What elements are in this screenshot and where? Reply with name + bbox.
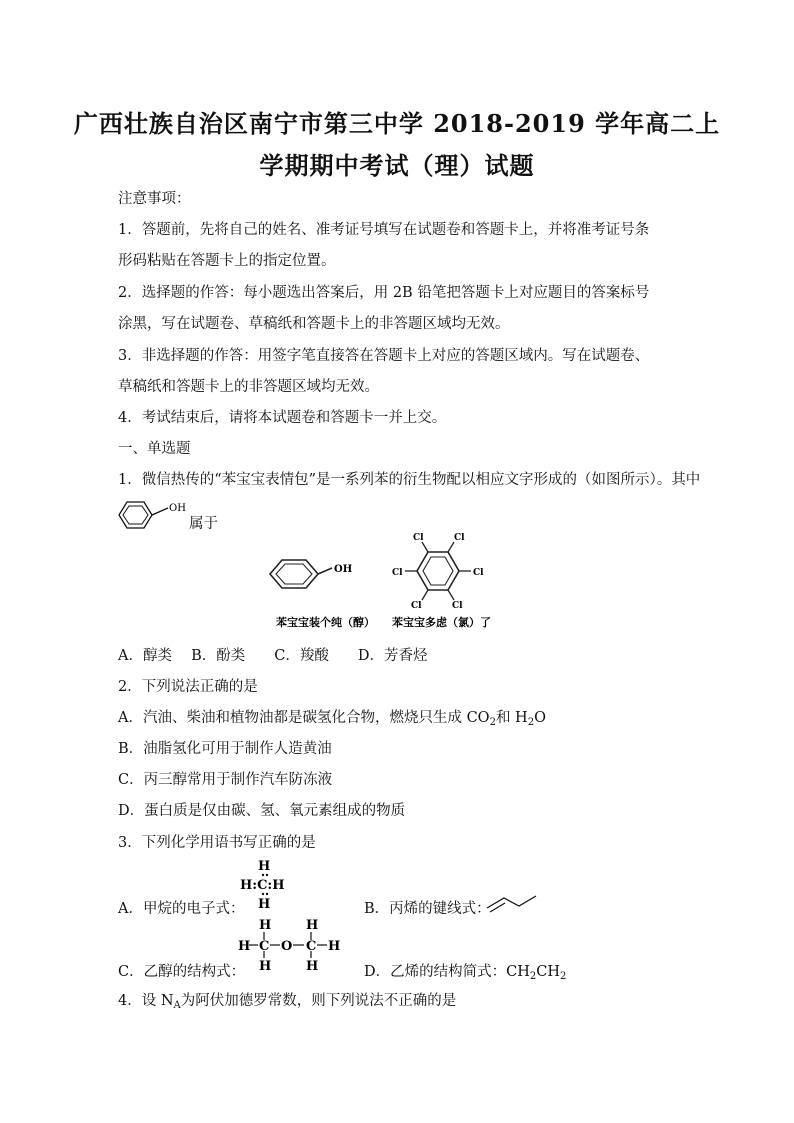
ethanol-h-top-1: H: [259, 918, 272, 933]
ethanol-h-top-2: H: [306, 918, 319, 933]
ethanol-h-bottom-1: H: [259, 959, 272, 974]
cl-label-bottom-right: Cl: [452, 601, 463, 611]
q2-option-a-sub-h2o: 2: [527, 717, 535, 728]
q1-stem-tail: 属于: [189, 516, 218, 532]
q3-option-d: [364, 960, 566, 982]
q1-options: A．醇类 B．酚类 C．羧酸 D．芳香烃: [118, 648, 428, 664]
caption-right: 苯宝宝多虑（氯）了: [392, 616, 491, 629]
notice-item-3a: 3．非选择题的作答：用签字笔直接答在答题卡上对应的答题区域内。写在试题卷、: [118, 348, 650, 364]
q2-option-c: C．丙三醇常用于制作汽车防冻液: [118, 772, 333, 788]
benzene-baby-figure: [268, 530, 530, 636]
ethanol-h-left: H: [238, 939, 251, 954]
exam-title-line-2: 学期期中考试（理）试题: [259, 151, 535, 180]
q4-stem: [118, 989, 456, 1011]
q2-option-b: B．油脂氢化可用于制作人造黄油: [118, 741, 332, 757]
phenol-oh-label: OH: [334, 564, 353, 575]
exam-title-line-1: 广西壮族自治区南宁市第三中学 2018-2019 学年高二上: [73, 109, 721, 138]
q3-option-d-sub-2: 2: [560, 971, 567, 982]
q2-option-d: D．蛋白质是仅由碳、氢、氧元素组成的物质: [118, 803, 406, 819]
q2-stem: 2．下列说法正确的是: [118, 679, 258, 695]
ethanol-structural-formula: [236, 916, 346, 974]
notice-item-2b: 涂黑，写在试题卷、草稿纸和答题卡上的非答题区域均无效。: [118, 316, 510, 332]
cl-label-top-left: Cl: [413, 533, 424, 543]
q2-option-a-text: A．汽油、柴油和植物油都是碳氢化合物，燃烧只生成 CO: [118, 710, 490, 726]
methane-h-top: H: [258, 859, 271, 874]
notice-item-2a: 2．选择题的作答：每小题选出答案后，用 2B 铅笔把答题卡上对应题目的答案标号: [118, 285, 650, 301]
ethanol-c-2: C: [306, 939, 317, 954]
notice-heading: 注意事项：: [118, 191, 191, 207]
ethanol-c-1: C: [259, 939, 270, 954]
phenol-inline-oh-label: OH: [169, 503, 186, 514]
cl-label-top-right: Cl: [454, 533, 465, 543]
q3-stem: 3．下列化学用语书写正确的是: [118, 835, 316, 851]
cl-label-bottom-left: Cl: [411, 601, 422, 611]
phenol-inline-structure: [116, 496, 188, 534]
cl-label-right: Cl: [473, 568, 484, 578]
notice-item-3b: 草稿纸和答题卡上的非答题区域均无效。: [118, 379, 379, 395]
propene-skeletal-formula: [484, 886, 540, 916]
caption-left: 苯宝宝装个纯（醇）: [276, 616, 375, 629]
q2-option-a: [118, 706, 546, 728]
cl-label-left: Cl: [392, 568, 403, 578]
ethanol-h-bottom-2: H: [306, 959, 319, 974]
methane-middle-row: H:C:H: [240, 878, 285, 893]
q4-stem-sub-a: A: [173, 1000, 181, 1011]
q3-option-d-text: D．乙烯的结构简式：CH: [364, 964, 530, 980]
methane-electron-formula: [236, 856, 296, 920]
q3-option-a: A．甲烷的电子式：: [118, 901, 245, 917]
notice-item-1b: 形码粘贴在答题卡上的指定位置。: [118, 253, 336, 269]
q4-stem-start: 4．设 N: [118, 993, 174, 1009]
q3-option-b: B．丙烯的键线式：: [364, 901, 491, 917]
q3-option-d-mid: CH: [536, 964, 560, 980]
notice-item-1a: 1．答题前，先将自己的姓名、准考证号填写在试题卷和答题卡上，并将准考证号条: [118, 222, 650, 238]
methane-h-bottom: H: [258, 897, 271, 912]
notice-item-4: 4．考试结束后，请将本试题卷和答题卡一并上交。: [118, 410, 447, 426]
q3-option-c: C．乙醇的结构式：: [118, 964, 246, 980]
ethanol-o: O: [281, 939, 293, 954]
q4-stem-end: 为阿伏加德罗常数，则下列说法不正确的是: [180, 993, 457, 1009]
section-heading: 一、单选题: [118, 441, 191, 457]
q1-stem: 1．微信热传的“苯宝宝表情包”是一系列苯的衍生物配以相应文字形成的（如图所示）。其中: [118, 472, 701, 488]
q3-option-d-sub-1: 2: [529, 971, 537, 982]
q2-option-a-end: O: [534, 710, 546, 726]
q2-option-a-sub-co2: 2: [489, 717, 496, 728]
q2-option-a-mid: 和 H: [495, 710, 528, 726]
ethanol-h-right: H: [328, 939, 341, 954]
